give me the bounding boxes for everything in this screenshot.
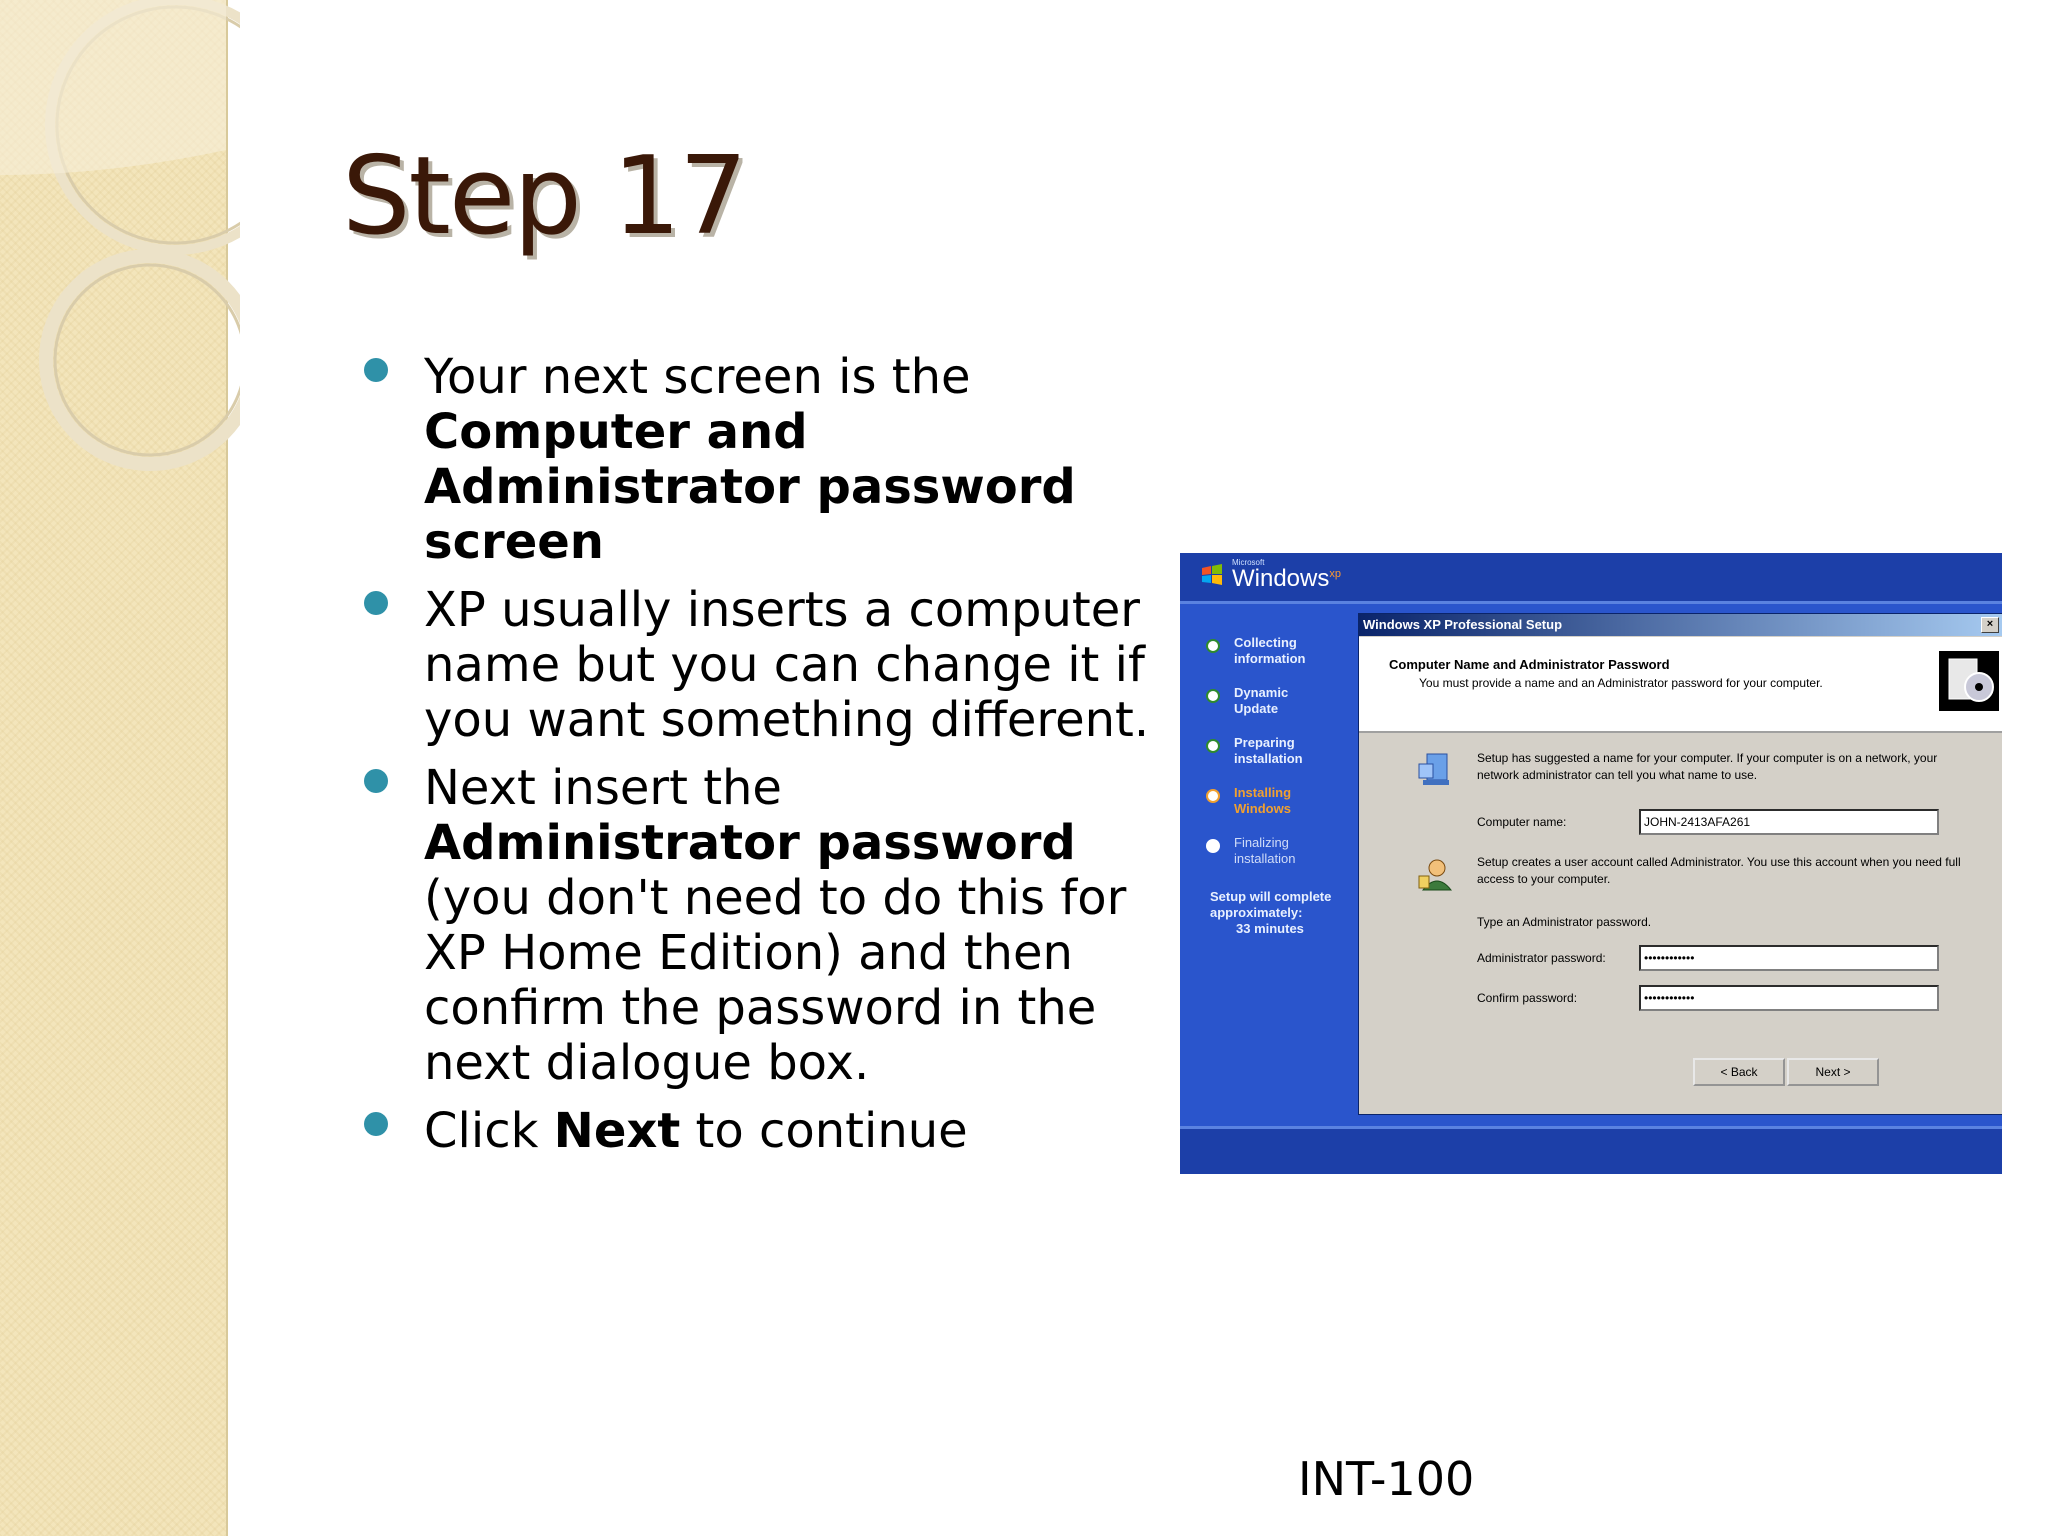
step-label: Installing — [1234, 785, 1292, 800]
step-preparing — [1210, 735, 1303, 767]
xp-bottom-bar — [1180, 1126, 2002, 1174]
bullet-dot-icon — [364, 358, 388, 382]
computer-name-field[interactable]: JOHN-2413AFA261 — [1639, 809, 1939, 835]
back-button[interactable]: < Back — [1693, 1058, 1785, 1086]
bullet-text: Next insert the — [424, 760, 782, 816]
step-label: Collecting — [1234, 635, 1297, 650]
bullet-text: Click — [424, 1103, 539, 1159]
bullet-text: (you don't need to do this for XP Home Edition) and then confirm the password in the next dialogue box. — [424, 870, 1127, 1091]
bullet-bold-text: Computer and Administrator password screen — [424, 404, 1076, 570]
bullet-dot-icon — [364, 1112, 388, 1136]
decorative-rings — [0, 0, 240, 520]
brand-sup: xp — [1329, 568, 1341, 580]
step-dynamic-update — [1210, 685, 1288, 717]
estimate-line: 33 minutes — [1236, 921, 1304, 936]
step-label: Windows — [1234, 801, 1291, 816]
brand-name: Windows — [1232, 565, 1330, 592]
suggest-text: Setup has suggested a name for your computer. If your computer is on a network, your network administrator can tell you what name to use. — [1477, 751, 1938, 782]
step-finalizing — [1210, 835, 1295, 867]
bullet-item — [360, 761, 1160, 1091]
type-password-label: Type an Administrator password. — [1477, 915, 1652, 929]
computer-icon — [1415, 750, 1455, 790]
bullet-list — [360, 350, 1160, 1172]
bullet-item — [360, 583, 1160, 748]
next-button[interactable]: Next > — [1787, 1058, 1879, 1086]
dialog-header — [1359, 637, 2002, 733]
admin-password-label: Administrator password: — [1477, 951, 1606, 965]
step-label: installation — [1234, 851, 1296, 866]
confirm-password-field[interactable]: •••••••••••• — [1639, 985, 1939, 1011]
step-done-icon — [1206, 639, 1220, 653]
bullet-dot-icon — [364, 769, 388, 793]
windows-flag-icon — [1200, 563, 1224, 587]
admin-user-icon — [1415, 854, 1455, 894]
bullet-item — [360, 1104, 1160, 1159]
estimate-line: Setup will complete — [1210, 889, 1332, 904]
estimate-line: approximately: — [1210, 905, 1303, 920]
step-installing — [1210, 785, 1291, 817]
confirm-password-label: Confirm password: — [1477, 991, 1578, 1005]
step-label: Dynamic — [1234, 685, 1289, 700]
step-current-icon — [1206, 789, 1220, 803]
slide-footer: INT-100 — [1298, 1452, 1475, 1506]
step-done-icon — [1206, 689, 1220, 703]
dialog-title-bar — [1359, 614, 2002, 636]
windows-brand — [1232, 565, 1341, 593]
slide-title: Step 17 — [342, 134, 746, 259]
step-pending-icon — [1206, 839, 1220, 853]
step-label: Update — [1234, 701, 1279, 716]
step-label: Preparing — [1234, 735, 1295, 750]
bullet-text: to continue — [695, 1103, 968, 1159]
xp-top-banner — [1180, 553, 2002, 604]
bullet-dot-icon — [364, 591, 388, 615]
account-text: Setup creates a user account called Administrator. You use this account when you need full access to your computer. — [1477, 855, 1961, 886]
dialog-subheading: You must provide a name and an Administrator password for your computer. — [1419, 676, 1823, 690]
setup-box-icon — [1939, 651, 1999, 711]
bullet-bold-text: Next — [553, 1103, 681, 1159]
time-estimate — [1210, 889, 1331, 937]
bullet-text: Your next screen is the — [424, 349, 971, 405]
brand-small: Microsoft — [1232, 558, 1265, 567]
dialog-title: Windows XP Professional Setup — [1363, 617, 1563, 632]
admin-password-field[interactable]: •••••••••••• — [1639, 945, 1939, 971]
dialog-heading: Computer Name and Administrator Password — [1389, 657, 1670, 672]
setup-dialog — [1358, 613, 2002, 1115]
bullet-item — [360, 350, 1160, 570]
bullet-bold-text: Administrator password — [424, 815, 1076, 871]
computer-name-label: Computer name: — [1477, 815, 1567, 829]
bullet-text: XP usually inserts a computer name but you can change it if you want something different. — [424, 582, 1150, 748]
step-label: Finalizing — [1234, 835, 1289, 850]
step-done-icon — [1206, 739, 1220, 753]
step-label: information — [1234, 651, 1306, 666]
close-icon[interactable]: × — [1981, 617, 1999, 633]
step-label: installation — [1234, 751, 1303, 766]
setup-screenshot — [1180, 553, 2002, 1174]
step-collecting — [1210, 635, 1306, 667]
